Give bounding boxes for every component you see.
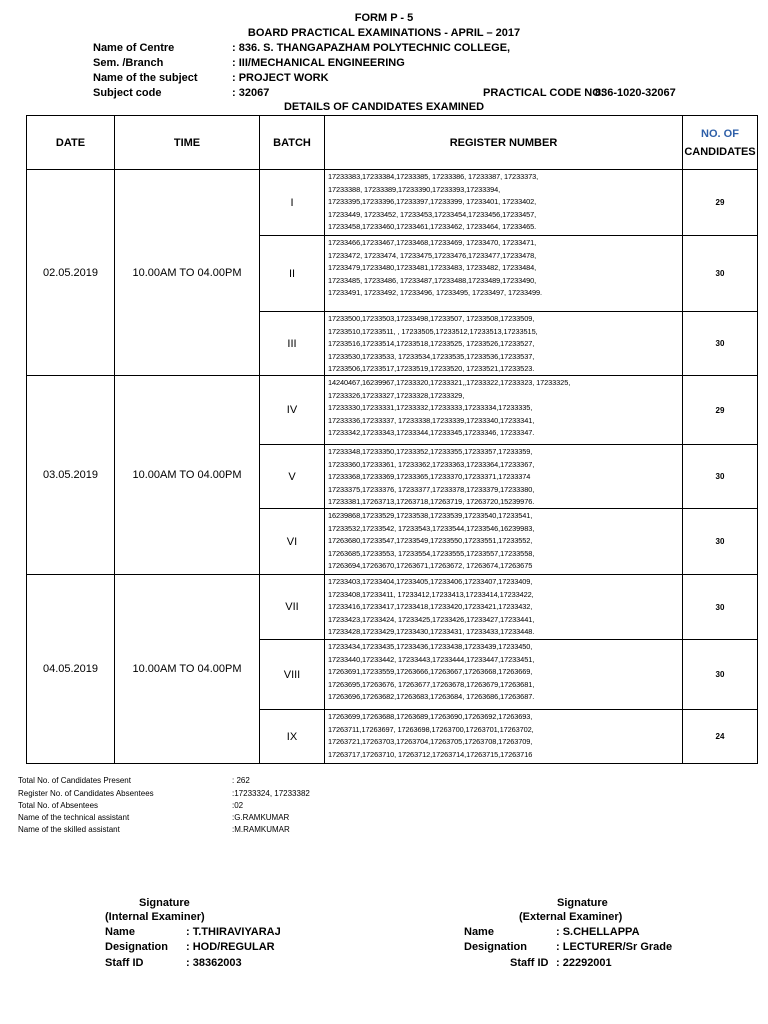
internal-examiner-role: (Internal Examiner)	[105, 911, 205, 923]
register-numbers	[325, 509, 683, 575]
internal-signature-label: Signature	[139, 897, 190, 909]
summary-absent-count-label: Total No. of Absentees	[18, 801, 99, 810]
register-line: 17263717,17263710, 17263712,17263714,17263715,17263716	[328, 749, 533, 759]
candidate-count: 30	[683, 236, 758, 312]
register-lines	[328, 313, 680, 375]
batch-number: I	[260, 170, 325, 236]
header-register: REGISTER NUMBER	[325, 116, 683, 170]
details-title: DETAILS OF CANDIDATES EXAMINED	[283, 101, 485, 113]
register-line: 17263699,17263688,17263689,17263690,17263692,17263693,	[328, 712, 533, 721]
centre-value: : 836. S. THANGAPAZHAM POLYTECHNIC COLLEGE,	[232, 42, 511, 54]
register-line: 17233348,17233350,17233352,17233355,17233357,17233359,	[328, 447, 533, 456]
register-line: 17233434,17233435,17233436,17233438,17233439,17233450,	[328, 642, 533, 651]
register-line: 17233330,17233331,17233332,17233333,17233334,17233335,	[328, 403, 533, 413]
register-numbers	[325, 710, 683, 764]
exam-date: 03.05.2019	[27, 376, 115, 575]
register-lines	[328, 446, 680, 508]
exam-time: 10.00AM TO 04.00PM	[115, 575, 260, 764]
register-line: 17233360,17233361, 17233362,17233363,17233364,17233367,	[328, 459, 535, 469]
register-line: 17233532,17233542, 17233543,17233544,17233546,16239983,	[328, 523, 535, 533]
subject-code-label: Subject code	[93, 87, 162, 99]
register-line: 17233408,17233411, 17233412,17233413,17233414,17233422,	[328, 589, 534, 599]
candidate-count: 24	[683, 710, 758, 764]
summary-absent-count-value: :02	[232, 801, 244, 810]
internal-name-value: : T.THIRAVIYARAJ	[186, 926, 281, 938]
batch-number: IX	[260, 710, 325, 764]
register-line: 17233416,17233417,17233418,17233420,17233421,17233432,	[328, 602, 533, 612]
register-numbers	[325, 445, 683, 509]
register-line: 17233516,17233514,17233518,17233525, 17233526,17233527,	[328, 339, 535, 349]
candidate-count: 30	[683, 312, 758, 376]
exam-title: BOARD PRACTICAL EXAMINATIONS - APRIL – 2017	[247, 27, 521, 39]
external-examiner-role: (External Examiner)	[519, 911, 623, 923]
register-numbers	[325, 575, 683, 640]
summary-absentees-value: :17233324, 17233382	[232, 789, 310, 798]
external-designation-value: : LECTURER/Sr Grade	[556, 941, 673, 953]
register-line: 16239868,17233529,17233538,17233539,17233540,17233541,	[328, 511, 533, 520]
register-line: 17233368,17233369,17233365,17233370,17233371,17233374	[328, 472, 531, 482]
register-numbers	[325, 376, 683, 445]
summary-present-value: : 262	[232, 776, 250, 785]
practical-code-value: 836-1020-32067	[595, 87, 676, 99]
candidate-count: 30	[683, 445, 758, 509]
register-line: 17233479,17233480,17233481,17233483, 17233482, 17233484,	[328, 263, 537, 273]
candidate-count: 30	[683, 640, 758, 710]
register-line: 17233466,17233467,17233468,17233469, 17233470, 17233471,	[328, 238, 537, 247]
register-line: 17233530,17233533, 17233534,17233535,17233536,17233537,	[328, 351, 535, 361]
centre-label: Name of Centre	[93, 42, 175, 54]
register-line: 17263691,17233559,17263666,17263667,17263668,17263669,	[328, 667, 533, 677]
batch-number: III	[260, 312, 325, 376]
register-line: 17233510,17233511, , 17233505,17233512,17233513,17233515,	[328, 326, 538, 336]
candidates-table	[26, 115, 758, 764]
register-line: 17233458,17233460,17233461,17233462, 17233464, 17233465.	[328, 222, 537, 232]
register-line: 17233395,17233396,17233397,17233399, 17233401, 17233402,	[328, 197, 537, 207]
header-date: DATE	[27, 116, 115, 170]
candidate-count: 30	[683, 509, 758, 575]
subject-label: Name of the subject	[93, 72, 198, 84]
external-name-label: Name	[464, 926, 494, 938]
summary-skilled-value: :M.RAMKUMAR	[232, 825, 290, 834]
batch-number: II	[260, 236, 325, 312]
form-number: FORM P - 5	[354, 12, 414, 24]
external-designation-label: Designation	[464, 941, 527, 953]
practical-code-label: PRACTICAL CODE NO:	[483, 87, 605, 99]
register-line: 17263696,17263682,17263683,17263684, 17263686,17263687.	[328, 692, 535, 702]
table-header-row	[27, 116, 758, 170]
candidate-count: 29	[683, 170, 758, 236]
register-lines	[328, 237, 680, 311]
header-batch: BATCH	[260, 116, 325, 170]
register-numbers	[325, 236, 683, 312]
header-no-of: NO. OF	[701, 127, 739, 140]
summary-absentees-label: Register No. of Candidates Absentees	[18, 789, 154, 798]
register-line: 17233491, 17233492, 17233496, 17233495, 17233497, 17233499.	[328, 288, 542, 298]
summary-present-label: Total No. of Candidates Present	[18, 776, 131, 785]
register-line: 17263694,17263670,17263671,17263672, 17263674,17263675	[328, 561, 533, 571]
summary-technical-value: :G.RAMKUMAR	[232, 813, 290, 822]
table-row	[27, 170, 758, 236]
register-lines	[328, 641, 680, 709]
register-numbers	[325, 170, 683, 236]
batch-number: VII	[260, 575, 325, 640]
subject-value: : PROJECT WORK	[232, 72, 329, 84]
table-body	[27, 170, 758, 764]
external-staff-label: Staff ID	[510, 957, 549, 969]
summary-skilled-label: Name of the skilled assistant	[18, 825, 120, 834]
register-line: 17263711,17263697, 17263698,17263700,17263701,17263702,	[328, 724, 534, 734]
header-time: TIME	[115, 116, 260, 170]
register-line: 14240467,16239967,17233320,17233321,,17233322,17233323, 17233325,	[328, 378, 571, 387]
candidate-count: 29	[683, 376, 758, 445]
register-line: 17233485, 17233486, 17233487,17233488,17233489,17233490,	[328, 275, 537, 285]
register-line: 17263680,17233547,17233549,17233550,17233551,17233552,	[328, 536, 533, 546]
exam-time: 10.00AM TO 04.00PM	[115, 170, 260, 376]
batch-number: V	[260, 445, 325, 509]
exam-time: 10.00AM TO 04.00PM	[115, 376, 260, 575]
register-line: 17233472, 17233474, 17233475,17233476,17233477,17233478,	[328, 250, 537, 260]
branch-label: Sem. /Branch	[93, 57, 164, 69]
external-name-value: : S.CHELLAPPA	[556, 926, 640, 938]
candidate-count: 30	[683, 575, 758, 640]
batch-number: IV	[260, 376, 325, 445]
register-numbers	[325, 640, 683, 710]
internal-name-label: Name	[105, 926, 135, 938]
register-line: 17263721,17263703,17263704,17263705,17263708,17263709,	[328, 737, 533, 747]
register-line: 17233336,17233337, 17233338,17233339,17233340,17233341,	[328, 415, 535, 425]
batch-number: VIII	[260, 640, 325, 710]
register-line: 17233428,17233429,17233430,17233431, 17233433,17233448.	[328, 627, 535, 637]
internal-staff-value: : 38362003	[186, 957, 242, 969]
exam-date: 04.05.2019	[27, 575, 115, 764]
register-line: 17233449, 17233452, 17233453,17233454,17233456,17233457,	[328, 209, 537, 219]
register-line: 17233423,17233424, 17233425,17233426,17233427,17233441,	[328, 614, 535, 624]
external-signature-label: Signature	[557, 897, 608, 909]
register-line: 17233440,17233442, 17233443,17233444,17233447,17233451,	[328, 654, 535, 664]
header-count	[683, 116, 758, 170]
internal-staff-label: Staff ID	[105, 957, 144, 969]
register-lines	[328, 576, 680, 639]
register-lines	[328, 510, 680, 574]
internal-designation-label: Designation	[105, 941, 168, 953]
register-line: 17233500,17233503,17233498,17233507, 17233508,17233509,	[328, 314, 535, 323]
register-line: 17263685,17233553, 17233554,17233555,17233557,17233558,	[328, 548, 535, 558]
register-line: 17233342,17233343,17233344,17233345,17233346, 17233347.	[328, 428, 535, 438]
batch-number: VI	[260, 509, 325, 575]
internal-designation-value: : HOD/REGULAR	[186, 941, 275, 953]
table-row	[27, 575, 758, 640]
register-lines	[328, 171, 680, 235]
register-line: 17233403,17233404,17233405,17233406,17233407,17233409,	[328, 577, 533, 586]
register-line: 17233326,17233327,17233328,17233329,	[328, 390, 465, 400]
register-line: 17233506,17233517,17233519,17233520, 17233521,17233523.	[328, 364, 535, 374]
register-numbers	[325, 312, 683, 376]
external-staff-value: : 22292001	[556, 957, 612, 969]
register-line: 17233381,17263713,17263718,17263719, 17263720,15239976.	[328, 497, 535, 507]
register-line: 17263695,17263676, 17263677,17263678,17263679,17263681,	[328, 679, 535, 689]
register-line: 17233388, 17233389,17233390,17233393,17233394,	[328, 184, 501, 194]
branch-value: : III/MECHANICAL ENGINEERING	[232, 57, 405, 69]
header-candidates: CANDIDATES	[684, 145, 756, 158]
register-line: 17233375,17233376, 17233377,17233378,17233379,17233380,	[328, 484, 535, 494]
subject-code-value: : 32067	[232, 87, 270, 99]
exam-date: 02.05.2019	[27, 170, 115, 376]
register-lines	[328, 711, 680, 763]
table-row	[27, 376, 758, 445]
register-line: 17233383,17233384,17233385, 17233386, 17233387, 17233373,	[328, 172, 539, 181]
summary-technical-label: Name of the technical assistant	[18, 813, 130, 822]
register-lines	[328, 377, 680, 444]
